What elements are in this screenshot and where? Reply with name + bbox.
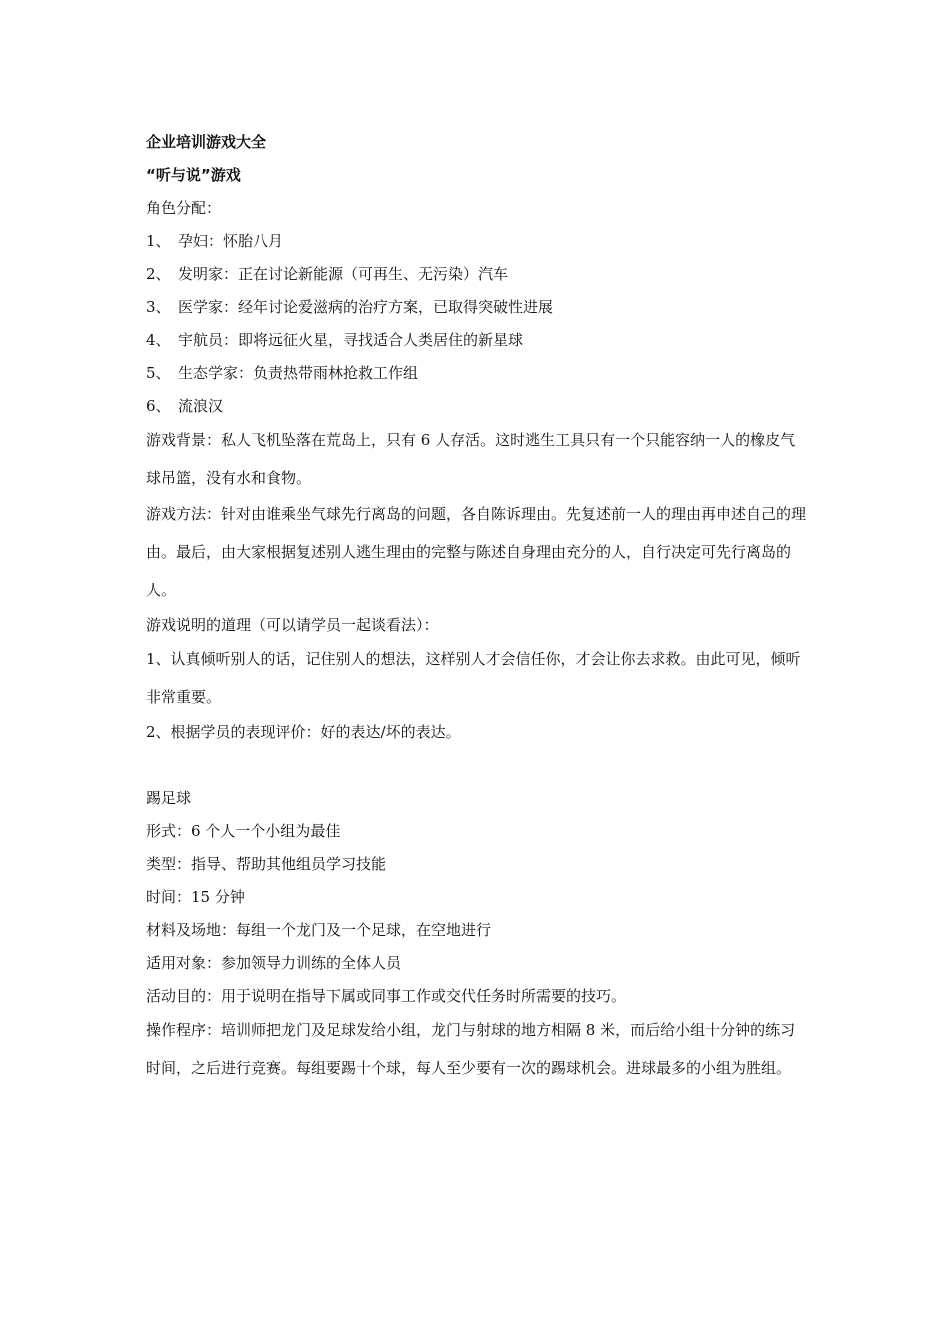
role-number: 3、 <box>146 298 171 316</box>
game-method: 游戏方法：针对由谁乘坐气球先行离岛的问题，各自陈诉理由。先复述前一人的理由再申述自己的理由。最后，由大家根据复述别人逃生理由的完整与陈述自身理由充分的人，自行决定可先行离岛的人。 <box>146 505 807 599</box>
game2-materials: 材料及场地：每组一个龙门及一个足球，在空地进行 <box>146 921 492 939</box>
role-text: 发明家：正在讨论新能源（可再生、无污染）汽车 <box>178 265 509 283</box>
game1-heading: “听与说”游戏 <box>146 166 241 184</box>
document-title: 企业培训游戏大全 <box>146 133 267 151</box>
role-number: 6、 <box>146 397 171 415</box>
role-item <box>146 357 810 390</box>
role-number: 5、 <box>146 364 171 382</box>
game2-type: 类型：指导、帮助其他组员学习技能 <box>146 855 387 873</box>
section-spacer <box>146 749 810 782</box>
lesson-label: 游戏说明的道理（可以请学员一起谈看法）： <box>146 616 439 634</box>
game2-heading: 踢足球 <box>146 789 192 807</box>
role-item <box>146 390 810 423</box>
role-text: 孕妇：怀胎八月 <box>178 232 284 250</box>
role-number: 4、 <box>146 331 171 349</box>
role-text: 医学家：经年讨论爱滋病的治疗方案，已取得突破性进展 <box>178 298 554 316</box>
role-number: 1、 <box>146 232 171 250</box>
role-item <box>146 225 810 258</box>
game2-form: 形式：6 个人一个小组为最佳 <box>146 822 341 840</box>
game2-procedure: 操作程序：培训师把龙门及足球发给小组，龙门与射球的地方相隔 8 米，而后给小组十分钟的练习时间，之后进行竞赛。每组要踢十个球，每人至少要有一次的踢球机会。进球最多的小组为胜组。 <box>146 1021 796 1077</box>
game-background: 游戏背景：私人飞机坠落在荒岛上，只有 6 人存活。这时逃生工具只有一个只能容纳一人的橡皮气球吊篮，没有水和食物。 <box>146 431 796 487</box>
document-body <box>146 126 810 1087</box>
role-text: 流浪汉 <box>178 397 224 415</box>
role-number: 2、 <box>146 265 171 283</box>
roles-label: 角色分配： <box>146 199 222 217</box>
lesson-item: 2、根据学员的表现评价：好的表达/坏的表达。 <box>146 723 461 741</box>
role-item <box>146 258 810 291</box>
role-item <box>146 291 810 324</box>
role-text: 宇航员：即将远征火星，寻找适合人类居住的新星球 <box>178 331 524 349</box>
game2-audience: 适用对象：参加领导力训练的全体人员 <box>146 954 402 972</box>
lesson-item: 1、认真倾听别人的话，记住别人的想法，这样别人才会信任你，才会让你去求救。由此可见，倾听非常重要。 <box>146 650 801 706</box>
game2-purpose: 活动目的：用于说明在指导下属或同事工作或交代任务时所需要的技巧。 <box>146 987 627 1005</box>
role-item <box>146 324 810 357</box>
role-text: 生态学家：负责热带雨林抢救工作组 <box>178 364 419 382</box>
game2-time: 时间：15 分钟 <box>146 888 245 906</box>
